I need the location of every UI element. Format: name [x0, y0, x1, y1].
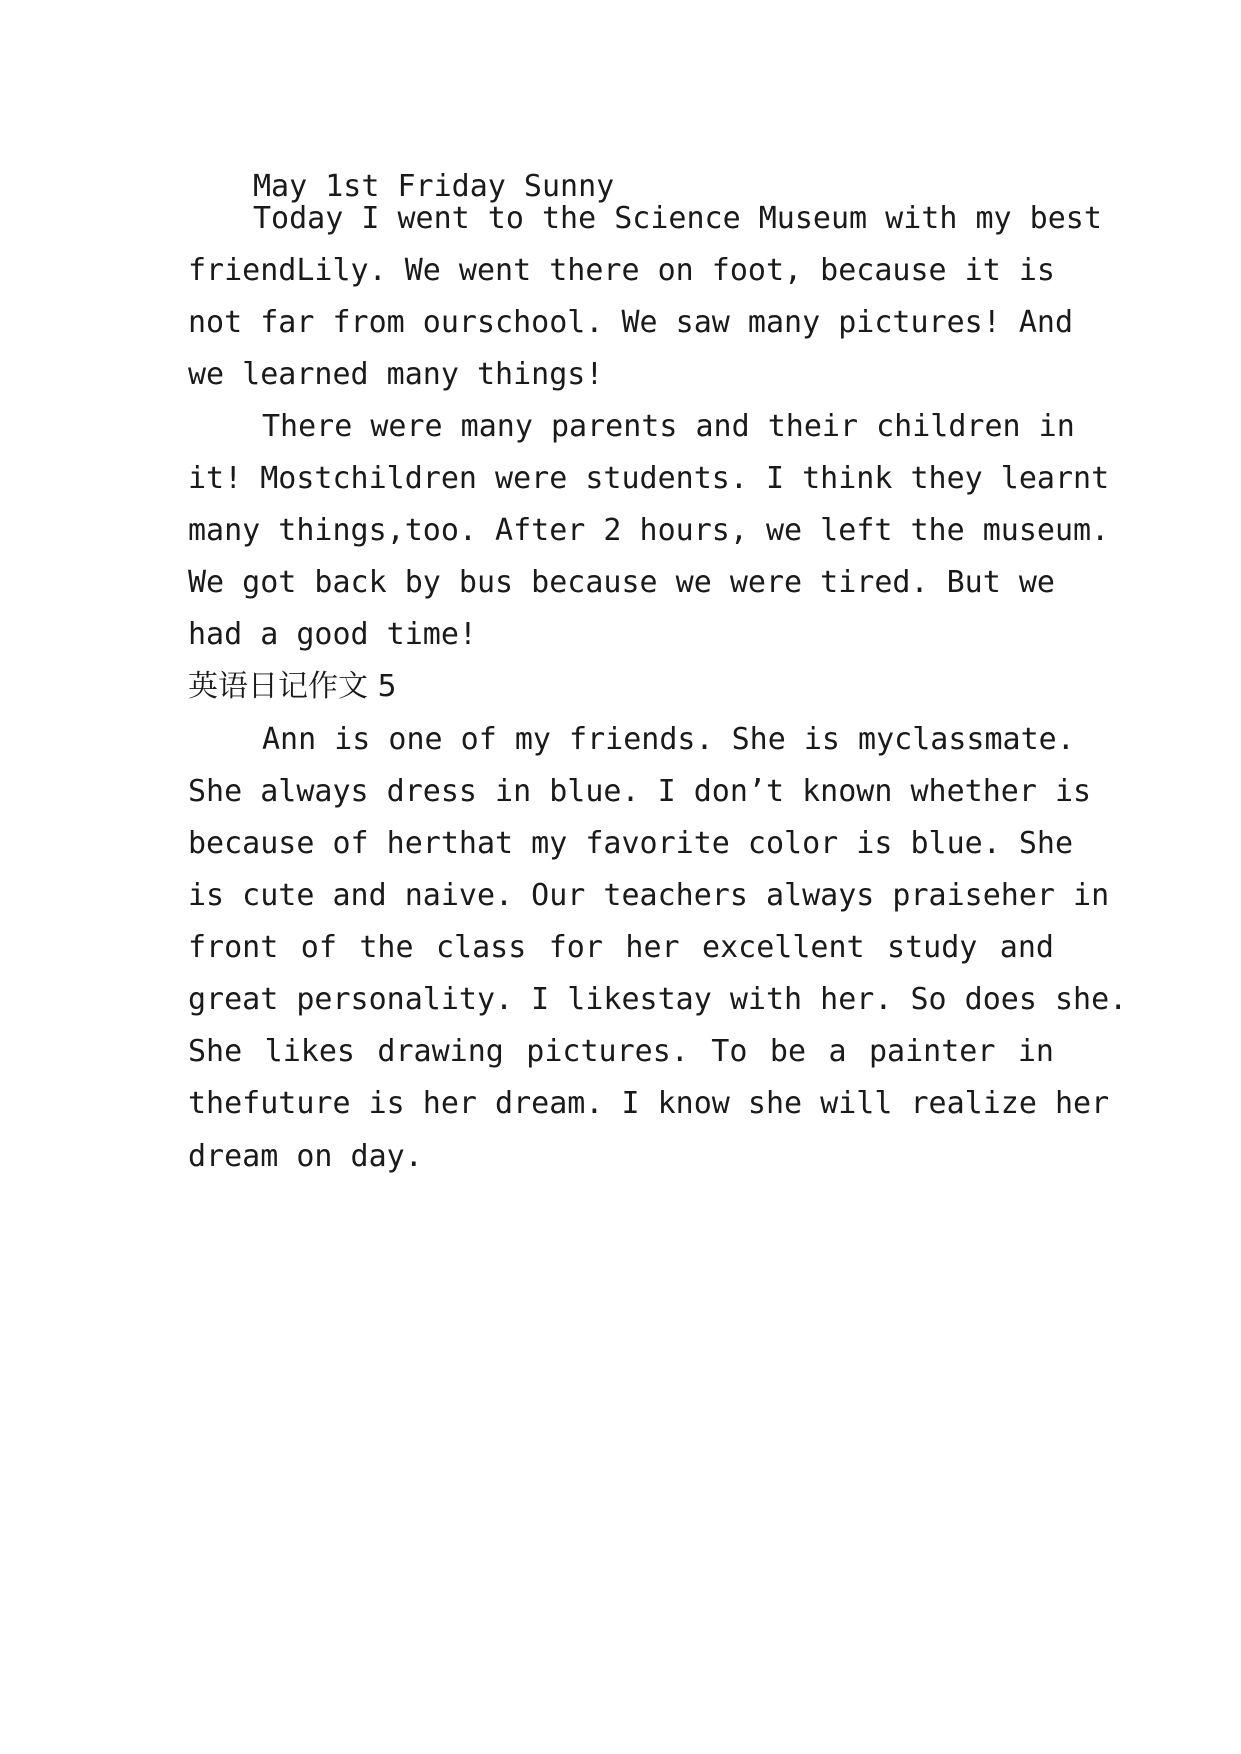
paragraph-line: is cute and naive. Our teachers always praiseher in [188, 878, 1110, 913]
paragraph-line: had a good time! [188, 617, 477, 652]
paragraph-line: great personality. I likestay with her. So does she. [188, 982, 1128, 1017]
paragraph-line: She always dress in blue. I don’t known whether is [188, 774, 1092, 809]
paragraph-line: front of the class for her excellent study and [188, 930, 1054, 965]
paragraph-line: dream on day. [188, 1139, 423, 1174]
paragraph-line: because of herthat my favorite color is blue. She [188, 826, 1074, 861]
paragraph-line: She likes drawing pictures. To be a painter in [188, 1034, 1054, 1069]
section-heading: 英语日记作文 5 [188, 669, 397, 704]
paragraph-line: thefuture is her dream. I know she will realize her [188, 1086, 1110, 1121]
paragraph-line: Today I went to the Science Museum with my best [253, 201, 1102, 236]
paragraph-line: not far from ourschool. We saw many pictures! And [188, 305, 1074, 340]
paragraph-line: it! Mostchildren were students. I think they learnt [188, 461, 1110, 496]
paragraph-line: Ann is one of my friends. She is myclassmate. [262, 722, 1075, 757]
paragraph-line: many things,too. After 2 hours, we left the museum. [188, 513, 1110, 548]
paragraph-line: There were many parents and their children in [262, 409, 1075, 444]
paragraph-line: We got back by bus because we were tired. But we [188, 565, 1055, 600]
paragraph-line: we learned many things! [188, 357, 604, 392]
paragraph-line: friendLily. We went there on foot, because it is [188, 253, 1055, 288]
diary-date-line: May 1st Friday Sunny [253, 169, 615, 204]
